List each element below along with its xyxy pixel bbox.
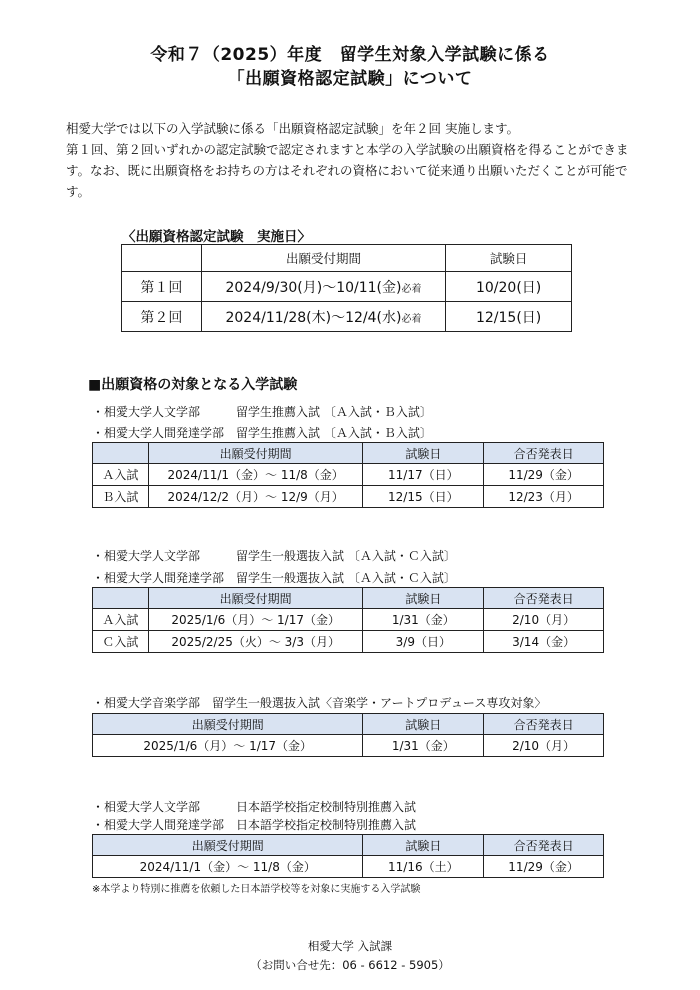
exam-header-date: 試験日 [363, 714, 484, 735]
exam-dept-line: ・相愛大学人文学部 留学生推薦入試 〔Ａ入試・Ｂ入試〕 [92, 405, 432, 419]
page-title-line1: 令和７（2025）年度 留学生対象入学試験に係る [150, 45, 550, 65]
schedule-period-note: 必着 [401, 313, 422, 325]
exam-type: Ａ入試 [93, 609, 149, 631]
table-row [93, 464, 604, 486]
table-row [93, 735, 604, 757]
exam-header-date: 試験日 [363, 443, 484, 464]
exam-period: 2024/11/1（金）～ 11/8（金） [148, 464, 363, 486]
exam-table-recommendation [92, 442, 604, 508]
exam-dept-line: ・相愛大学音楽学部 留学生一般選抜入試〈音楽学・アートプロデュース専攻対象〉 [92, 696, 547, 710]
schedule-row [122, 272, 572, 302]
schedule-header-blank [122, 245, 202, 272]
exam-table-music [92, 713, 604, 757]
intro-text [66, 118, 646, 202]
exam-period: 2024/11/1（金）～ 11/8（金） [93, 856, 363, 878]
intro-paragraph-1: 相愛大学では以下の入学試験に係る「出願資格認定試験」を年２回 実施します。 [66, 121, 519, 136]
schedule-header-row [122, 245, 572, 272]
table-row [93, 856, 604, 878]
exam-header-period: 出願受付期間 [93, 835, 363, 856]
exam-dept-line: ・相愛大学人文学部 留学生一般選抜入試 〔Ａ入試・Ｃ入試〕 [92, 549, 456, 563]
intro-paragraph-2: 第１回、第２回いずれかの認定試験で認定されますと本学の入学試験の出願資格を得ることができます。なお、既に出願資格をお持ちの方はそれぞれの資格において従来通り出願いただくことが可能です。 [66, 142, 629, 199]
exam-result-date: 11/29（金） [484, 856, 604, 878]
exam-header-period: 出願受付期間 [93, 714, 363, 735]
exam-header-row [93, 443, 604, 464]
exam-result-date: 3/14（金） [484, 631, 604, 653]
schedule-period-cell [201, 272, 445, 302]
exam-date: 1/31（金） [363, 609, 484, 631]
footnote: ※本学より特別に推薦を依頼した日本語学校等を対象に実施する入学試験 [92, 884, 421, 895]
table-row [93, 631, 604, 653]
exam-table-japanese-school [92, 834, 604, 878]
exam-period: 2025/1/6（月）～ 1/17（金） [93, 735, 363, 757]
exam-date: 3/9（日） [363, 631, 484, 653]
footer-org: 相愛大学 入試課 [307, 939, 393, 953]
exam-header-result: 合否発表日 [484, 835, 604, 856]
schedule-period-note: 必着 [401, 283, 422, 295]
exam-date: 11/17（日） [363, 464, 484, 486]
exam-header-blank [93, 443, 149, 464]
schedule-exam-date: 12/15(日) [446, 302, 572, 332]
target-exams-heading: ■出願資格の対象となる入学試験 [88, 377, 298, 393]
exam-type: Ａ入試 [93, 464, 149, 486]
exam-header-blank [93, 588, 149, 609]
exam-header-row [93, 835, 604, 856]
exam-header-period: 出願受付期間 [148, 443, 363, 464]
exam-header-result: 合否発表日 [484, 443, 604, 464]
exam-result-date: 2/10（月） [484, 735, 604, 757]
exam-result-date: 12/23（月） [484, 486, 604, 508]
schedule-header-period: 出願受付期間 [201, 245, 445, 272]
schedule-period-cell [201, 302, 445, 332]
exam-header-date: 試験日 [363, 588, 484, 609]
footer-contact: （お問い合せ先：06 - 6612 - 5905） [250, 958, 450, 972]
exam-dept-line: ・相愛大学人間発達学部 留学生一般選抜入試 〔Ａ入試・Ｃ入試〕 [92, 571, 456, 585]
exam-header-result: 合否発表日 [484, 714, 604, 735]
schedule-period: 2024/9/30(月)～10/11(金) [225, 279, 402, 296]
exam-date: 1/31（金） [363, 735, 484, 757]
schedule-table [121, 244, 572, 332]
exam-type: Ｃ入試 [93, 631, 149, 653]
table-row [93, 486, 604, 508]
schedule-header-exam: 試験日 [446, 245, 572, 272]
page-title-line2: 「出願資格認定試験」について [227, 69, 473, 89]
schedule-round-label: 第１回 [122, 272, 202, 302]
exam-header-result: 合否発表日 [484, 588, 604, 609]
exam-dept-line: ・相愛大学人間発達学部 留学生推薦入試 〔Ａ入試・Ｂ入試〕 [92, 426, 432, 440]
exam-period: 2025/2/25（火）～ 3/3（月） [148, 631, 363, 653]
schedule-period: 2024/11/28(木)～12/4(水) [225, 309, 402, 326]
exam-date: 11/16（土） [363, 856, 484, 878]
exam-table-general [92, 587, 604, 653]
exam-period: 2024/12/2（月）～ 12/9（月） [148, 486, 363, 508]
exam-period: 2025/1/6（月）～ 1/17（金） [148, 609, 363, 631]
table-row [93, 609, 604, 631]
exam-type: Ｂ入試 [93, 486, 149, 508]
exam-header-period: 出願受付期間 [148, 588, 363, 609]
exam-dept-line: ・相愛大学人間発達学部 日本語学校指定校制特別推薦入試 [92, 818, 417, 832]
schedule-round-label: 第２回 [122, 302, 202, 332]
exam-header-date: 試験日 [363, 835, 484, 856]
schedule-heading: 〈出願資格認定試験 実施日〉 [122, 229, 311, 245]
exam-header-row [93, 588, 604, 609]
schedule-row [122, 302, 572, 332]
exam-header-row [93, 714, 604, 735]
schedule-exam-date: 10/20(日) [446, 272, 572, 302]
exam-date: 12/15（日） [363, 486, 484, 508]
exam-dept-line: ・相愛大学人文学部 日本語学校指定校制特別推薦入試 [92, 800, 417, 814]
exam-result-date: 11/29（金） [484, 464, 604, 486]
exam-result-date: 2/10（月） [484, 609, 604, 631]
